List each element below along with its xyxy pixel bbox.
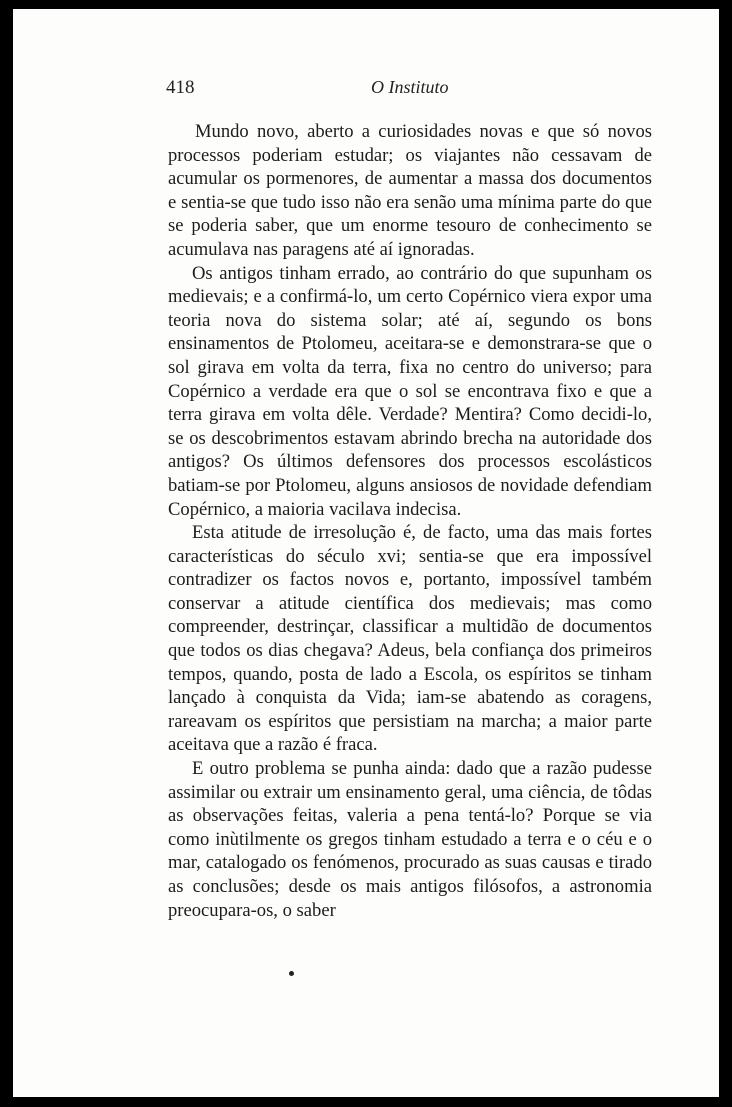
running-title: O Instituto <box>371 77 449 97</box>
printer-dot-mark <box>289 971 294 976</box>
page-header <box>166 77 653 107</box>
paragraph-3: Esta atitude de irresolução é, de facto, uma das mais fortes características do século xvi; sentia-se que era impossível contradizer os factos novos e, portanto, impossível também conservar a atitude científica dos medievais; mas como compreender, destrinçar, classificar a multidão de documentos que todos os dias chegava? Adeus, bela confiança dos primeiros tempos, quando, posta de lado a Escola, os espíritos se tinham lançado à conquista da Vida; iam-se abatendo as coragens, rareavam os espíritos que persistiam na marcha; a maior parte aceitava que a razão é fraca. <box>168 522 652 756</box>
paragraph-4: E outro problema se punha ainda: dado que a razão pudesse assimilar ou extrair um ensinamento geral, uma ciência, de tôdas as observações feitas, valeria a pena tentá-lo? Porque se via como inùtilmente os gregos tinham estudado a terra e o céu e o mar, catalogado os fenómenos, procurado as suas causas e tirado as conclusões; desde os mais antigos filósofos, a astronomia preocupara-os, o saber <box>168 758 652 921</box>
page-number: 418 <box>166 77 195 98</box>
paragraph-1: Mundo novo, aberto a curiosidades novas e que só novos processos poderiam estudar; os viajantes não cessavam de acumular os pormenores, de aumentar a massa dos documentos e sentia-se que tudo isso não era senão uma mínima parte do que se poderia saber, que um enorme tesouro de conhecimento se acumulava nas paragens até aí ignoradas. <box>168 121 652 260</box>
body-text <box>168 120 652 922</box>
book-page <box>13 9 719 1097</box>
paragraph-2: Os antigos tinham errado, ao contrário do que supunham os medievais; e a confirmá-lo, um certo Copérnico viera expor uma teoria nova do sistema solar; até aí, segundo os bons ensinamentos de Ptolomeu, aceitara-se e demonstrara-se que o sol girava em volta da terra, fixa no centro do universo; para Copérnico a verdade era que o sol se encontrava fixo e que a terra girava em volta dêle. Verdade? Mentira? Como decidi-lo, se os descobrimentos estavam abrindo brecha na autoridade dos antigos? Os últimos defensores dos processos escolásticos batiam-se por Ptolomeu, alguns ansiosos de novidade defendiam Copérnico, a maioria vacilava indecisa. <box>168 262 652 520</box>
